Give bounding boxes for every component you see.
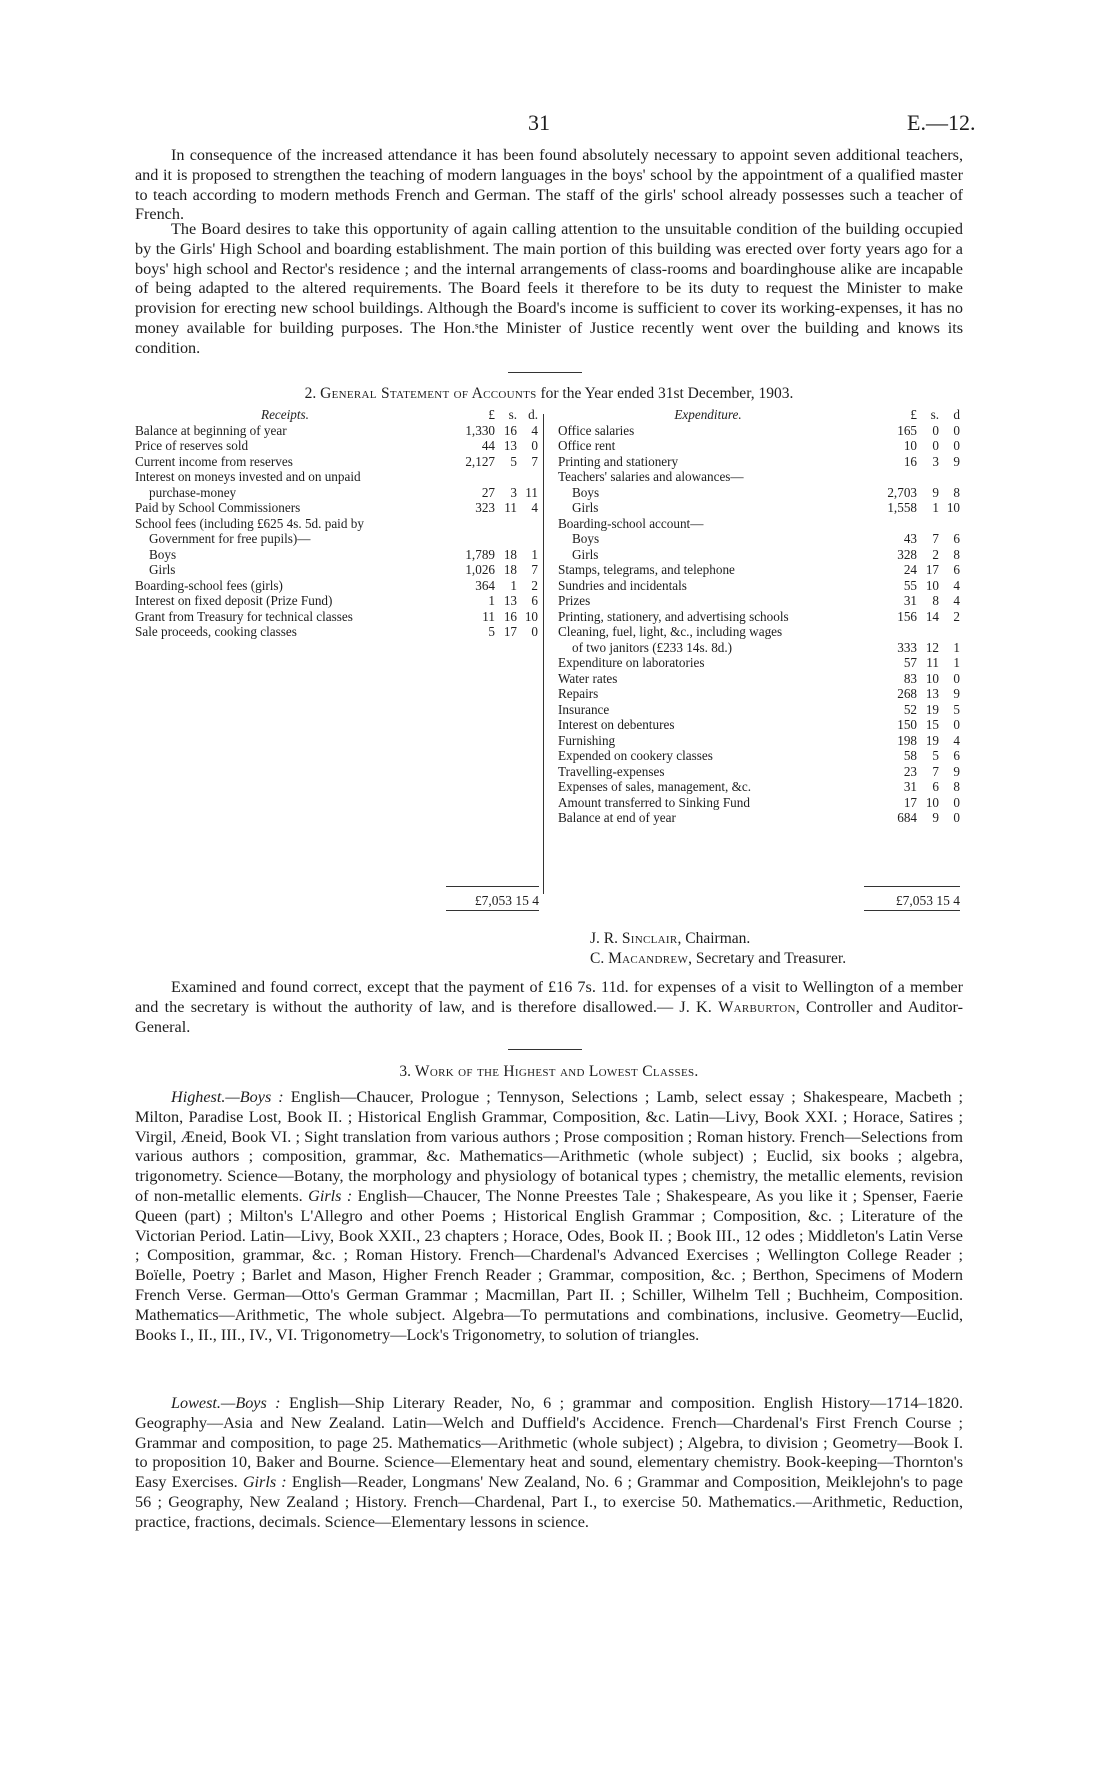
expenditure-pounds: 150: [897, 717, 917, 732]
receipts-label: Government for free pupils)—: [149, 531, 311, 546]
secretary-role: , Secretary and Treasurer.: [688, 950, 847, 967]
lowest-boys-label: Lowest.—Boys :: [171, 1394, 281, 1412]
section-divider: [508, 372, 582, 373]
receipts-shillings: 13: [503, 438, 517, 453]
expenditure-row: [558, 500, 960, 516]
expenditure-pounds: 16: [903, 453, 917, 469]
expenditure-label: Insurance: [558, 701, 610, 717]
receipts-heading: Receipts.: [261, 407, 309, 422]
receipts-row: [135, 624, 538, 640]
receipts-pounds: 1,789: [465, 546, 495, 562]
expenditure-label: Teachers' salaries and alowances—: [558, 469, 744, 484]
chairman-role: , Chairman.: [677, 930, 751, 947]
expenditure-pounds: 2,703: [887, 484, 917, 500]
receipts-total-underline: [446, 910, 539, 911]
expenditure-shillings: 0: [932, 422, 939, 438]
expenditure-shillings: 19: [925, 701, 939, 717]
receipts-pence: 11: [525, 484, 538, 500]
expenditure-pounds: 31: [903, 779, 917, 794]
receipts-pounds: 323: [475, 500, 495, 515]
expenditure-shillings: 6: [932, 779, 939, 794]
expenditure-row: [558, 810, 960, 826]
expenditure-table: [558, 407, 960, 826]
expenditure-shillings: 7: [932, 531, 939, 546]
expenditure-pence: 9: [953, 453, 960, 469]
work-title: [135, 1063, 963, 1081]
expenditure-row: [558, 717, 960, 733]
receipts-pounds: 44: [481, 438, 495, 453]
expenditure-row: [558, 795, 960, 811]
expenditure-pence: 9: [953, 686, 960, 701]
receipts-row: [135, 593, 538, 609]
expenditure-pounds: 198: [897, 732, 917, 748]
expenditure-row: [558, 593, 960, 609]
receipts-pounds: 1,330: [465, 422, 495, 438]
table-divider: [543, 414, 544, 894]
expenditure-shillings: 0: [932, 438, 939, 453]
expenditure-pounds: 57: [903, 655, 917, 670]
auditor-initials: J. K.: [679, 997, 712, 1016]
chairman-initials: J. R.: [590, 930, 618, 947]
expenditure-shillings: 8: [932, 593, 939, 608]
expenditure-pence: 8: [953, 779, 960, 794]
expenditure-label: Furnishing: [558, 732, 616, 748]
accounts-title-rest: for the Year ended 31st December, 1903.: [540, 385, 794, 402]
expenditure-pence: 9: [953, 763, 960, 779]
receipts-pounds: 1,026: [465, 562, 495, 577]
unit-pounds: £: [910, 407, 917, 422]
expenditure-pence: 6: [953, 562, 960, 577]
expenditure-shillings: 1: [932, 500, 939, 515]
expenditure-shillings: 15: [925, 717, 939, 732]
expenditure-row: [558, 764, 960, 780]
expenditure-row: [558, 702, 960, 718]
expenditure-pence: 0: [953, 717, 960, 732]
auditor-role: , Controller and Auditor-General.: [135, 997, 963, 1036]
receipts-pounds: 364: [475, 577, 495, 593]
expenditure-label: Prizes: [558, 593, 591, 608]
signature-chairman: [590, 930, 750, 948]
expenditure-pence: 1: [953, 655, 960, 670]
expenditure-shillings: 5: [932, 748, 939, 763]
expenditure-row: [558, 562, 960, 578]
expenditure-label: Girls: [572, 500, 599, 515]
expenditure-row: [558, 748, 960, 764]
expenditure-pounds: 83: [903, 670, 917, 686]
unit-pounds: £: [488, 407, 495, 422]
expenditure-shillings: 14: [925, 608, 939, 624]
work-title-number: 3.: [399, 1063, 412, 1080]
expenditure-pounds: 23: [903, 763, 917, 779]
expenditure-pounds: 156: [897, 608, 917, 624]
expenditure-total: £7,053 15 4: [895, 893, 960, 908]
expenditure-pence: 0: [953, 422, 960, 438]
chairman-name: Sinclair: [621, 930, 678, 947]
receipts-row: [135, 438, 538, 454]
unit-pence: d.: [528, 407, 538, 422]
receipts-label: Paid by School Commissioners: [135, 500, 301, 515]
receipts-pence: 1: [531, 546, 538, 562]
expenditure-shillings: 10: [925, 670, 939, 686]
highest-girls-text: English—Chaucer, The Nonne Preestes Tale ; Shakespeare, As you like it ; Spenser, Faerie Queen (part) ; Milton's L'Allegro and other Poems ; Historical English Grammar ; Composition, &c. ; Literature of the Victorian Period. Latin—Livy, Book XXII., 23 chapters ; Horace, Odes, Book II. ; Book III., 12 odes ; Middleton's Latin Verse ; Composition, grammar, &c. ; Roman History. French—Chardenal's Advanced Exercises ; Wellington College Reader ; Boïelle, Poetry ; Barlet and Mason, Higher French Reader ; Grammar, composition, &c. ; Berthon, Specimens of Modern French Verse. German—Otto's German Grammar ; Macmillan, Part II. ; Schiller, Wilhelm Tell ; Buchheim, Composition. Mathematics—Arithmetic, The whole subject. Algebra—To permutations and combinations, inclusive. Geometry—Euclid, Books I., II., III., IV., VI. Trigonometry—Lock's Trigonometry, to solution of triangles.: [135, 1186, 964, 1344]
expenditure-total-rule: [864, 886, 960, 887]
expenditure-label: Sundries and incidentals: [558, 577, 687, 593]
expenditure-row: [558, 733, 960, 749]
lowest-classes-paragraph: [135, 1394, 963, 1533]
receipts-pence: 0: [531, 438, 538, 453]
expenditure-pence: 8: [953, 484, 960, 500]
page-number: 31: [528, 110, 550, 135]
expenditure-row: [558, 578, 960, 594]
accounts-title: [135, 385, 963, 403]
expenditure-pounds: 52: [903, 701, 917, 717]
expenditure-pounds: 55: [903, 577, 917, 593]
expenditure-label: Cleaning, fuel, light, &c., including wages: [558, 624, 783, 639]
expenditure-pounds: 268: [897, 686, 917, 701]
expenditure-label: Interest on debentures: [558, 717, 675, 732]
expenditure-pence: 4: [953, 593, 960, 608]
accounts-title-caps: General Statement of Accounts: [320, 385, 537, 402]
secretary-name: Macandrew: [608, 950, 689, 967]
expenditure-pence: 0: [953, 670, 960, 686]
receipts-label: Current income from reserves: [135, 453, 293, 469]
expenditure-row: [558, 469, 960, 485]
signature-secretary: [590, 950, 846, 968]
expenditure-label: Office rent: [558, 438, 616, 453]
receipts-label: purchase-money: [149, 484, 237, 500]
receipts-shillings: 11: [504, 500, 517, 515]
expenditure-header-row: [558, 407, 960, 423]
unit-shillings: s.: [508, 407, 517, 422]
receipts-shillings: 18: [503, 546, 517, 562]
expenditure-shillings: 19: [925, 732, 939, 748]
intro-paragraph-2: The Board desires to take this opportunity of again calling attention to the unsuitable condition of the building occupied by the Girls' High School and boarding establishment. The main portion of this building was erected over forty years ago for a boys' high school and Rector's residence ; and the internal arrangements of class-rooms and boardinghouse alike are incapable of being adapted to the altered requirements. The Board feels it therefore to be its duty to request the Minister to make provision for erecting new school buildings. Although the Board's income is sufficient to cover its working-expenses, it has no money available for building purposes. The Hon.ˢthe Minister of Justice recently went over the building and knows its condition.: [135, 220, 963, 357]
receipts-pence: 7: [531, 562, 538, 577]
receipts-shillings: 13: [503, 593, 517, 608]
highest-boys-label: Highest.—Boys :: [171, 1088, 284, 1106]
expenditure-shillings: 9: [932, 810, 939, 825]
expenditure-row: [558, 609, 960, 625]
receipts-pence: 6: [531, 593, 538, 608]
expenditure-pence: 6: [953, 748, 960, 763]
intro-paragraph-1: In consequence of the increased attendance it has been found absolutely necessary to appoint seven additional teachers, and it is proposed to strengthen the teaching of modern languages in the boys' school by the appointment of a qualified master to teach according to modern methods French and German. The staff of the girls' school already possesses such a teacher of French.: [135, 146, 963, 224]
receipts-pence: 0: [531, 624, 538, 639]
receipts-row: [135, 531, 538, 547]
section-divider-2: [508, 1049, 582, 1050]
expenditure-label: Expended on cookery classes: [558, 748, 713, 763]
receipts-label: Boarding-school fees (girls): [135, 577, 283, 593]
receipts-total: £7,053 15 4: [474, 893, 539, 908]
expenditure-row: [558, 547, 960, 563]
secretary-initials: C.: [590, 950, 605, 967]
accounts-title-number: 2.: [304, 385, 317, 402]
receipts-label: Interest on moneys invested and on unpaid: [135, 469, 361, 484]
expenditure-row: [558, 516, 960, 532]
expenditure-pounds: 17: [903, 794, 917, 810]
expenditure-pounds: 165: [897, 422, 917, 438]
expenditure-label: Boys: [572, 531, 600, 546]
receipts-shillings: 16: [503, 608, 517, 624]
expenditure-pence: 10: [946, 500, 960, 515]
expenditure-label: Repairs: [558, 686, 599, 701]
expenditure-pounds: 24: [903, 562, 917, 577]
unit-pence: d: [953, 407, 960, 422]
receipts-row: [135, 516, 538, 532]
expenditure-label: Stamps, telegrams, and telephone: [558, 562, 735, 577]
receipts-shillings: 3: [510, 484, 517, 500]
receipts-row: [135, 547, 538, 563]
auditor-name: Warburton: [718, 997, 796, 1016]
expenditure-row: [558, 438, 960, 454]
receipts-row: [135, 562, 538, 578]
receipts-shillings: 5: [510, 453, 517, 469]
lowest-girls-text: English—Reader, Longmans' New Zealand, No. 6 ; Grammar and Composition, Meiklejohn's to page 56 ; Geography, New Zealand ; History. French—Chardenal, Part I., to exercise 50. Mathematics.—Arithmetic, Reduction, practice, fractions, decimals. Science—Elementary lessons in science.: [135, 1473, 963, 1531]
lowest-boys-text: English—Ship Literary Reader, No, 6 ; grammar and composition. English History—1714–1820. Geography—Asia and New Zealand. Latin—Welch and Duffield's Accidence. French—Chardenal's First French Course ; Grammar and composition, to page 25. Mathematics—Arithmetic (whole subject) ; Algebra, to division ; Geometry—Book I. to proposition 10, Baker and Bourne. Science—Elementary heat and sound, elementary chemistry. Book-keeping—Thornton's Easy Exercises.: [135, 1394, 964, 1492]
expenditure-rows: [558, 423, 960, 826]
expenditure-label: Balance at end of year: [558, 810, 676, 825]
receipts-row: [135, 485, 538, 501]
receipts-label: Interest on fixed deposit (Prize Fund): [135, 593, 333, 608]
highest-girls-label: Girls :: [308, 1186, 353, 1205]
receipts-header-row: [135, 407, 538, 423]
expenditure-shillings: 2: [932, 546, 939, 562]
receipts-row: [135, 423, 538, 439]
expenditure-label: Printing and stationery: [558, 453, 679, 469]
expenditure-shillings: 10: [925, 577, 939, 593]
expenditure-pounds: 31: [903, 593, 917, 608]
expenditure-row: [558, 454, 960, 470]
expenditure-row: [558, 779, 960, 795]
receipts-row: [135, 609, 538, 625]
expenditure-heading: Expenditure.: [674, 407, 742, 422]
expenditure-label: Boys: [572, 484, 600, 500]
expenditure-pounds: 58: [903, 748, 917, 763]
receipts-pounds: 2,127: [465, 453, 495, 469]
highest-boys-text: English—Chaucer, Prologue ; Tennyson, Selections ; Lamb, select essay ; Shakespeare, Macbeth ; Milton, Paradise Lost, Book II. ; Historical English Grammar, Composition, &c. Latin—Livy, Book XXI. ; Horace, Satires ; Virgil, Æneid, Book VI. ; Sight translation from various authors ; Prose composition ; Roman history. French—Selections from various authors ; composition, grammar, &c. Mathematics—Arithmetic (whole subject) ; Euclid, six books ; algebra, trigonometry. Science—Botany, the morphology and physiology of botanical types ; chemistry, the metallic elements, revision of non-metallic elements.: [135, 1088, 963, 1205]
expenditure-pence: 8: [953, 546, 960, 562]
receipts-pounds: 27: [481, 484, 495, 500]
expenditure-row: [558, 671, 960, 687]
expenditure-shillings: 3: [932, 453, 939, 469]
receipts-pence: 2: [531, 577, 538, 593]
receipts-rows: [135, 423, 538, 640]
audit-paragraph: [135, 978, 963, 1037]
expenditure-label: Travelling-expenses: [558, 763, 665, 779]
lowest-girls-label: Girls :: [242, 1473, 287, 1492]
expenditure-label: of two janitors (£233 14s. 8d.): [572, 639, 733, 655]
expenditure-total-underline: [864, 910, 960, 911]
expenditure-label: Amount transferred to Sinking Fund: [558, 794, 750, 810]
expenditure-row: [558, 531, 960, 547]
expenditure-label: Printing, stationery, and advertising schools: [558, 608, 789, 624]
expenditure-shillings: 10: [925, 794, 939, 810]
expenditure-pence: 0: [953, 794, 960, 810]
expenditure-pounds: 328: [897, 546, 917, 562]
expenditure-row: [558, 624, 960, 640]
receipts-label: Balance at beginning of year: [135, 422, 287, 438]
expenditure-shillings: 11: [926, 655, 939, 670]
expenditure-shillings: 12: [925, 639, 939, 655]
receipts-label: Sale proceeds, cooking classes: [135, 624, 297, 639]
receipts-label: Grant from Treasury for technical classes: [135, 608, 353, 624]
receipts-pence: 7: [531, 453, 538, 469]
receipts-pence: 10: [524, 608, 538, 624]
expenditure-pounds: 10: [903, 438, 917, 453]
receipts-pounds: 11: [482, 608, 495, 624]
receipts-label: Price of reserves sold: [135, 438, 249, 453]
receipts-row: [135, 578, 538, 594]
highest-classes-paragraph: [135, 1088, 963, 1345]
expenditure-shillings: 13: [925, 686, 939, 701]
receipts-total-rule: [446, 886, 539, 887]
expenditure-pounds: 1,558: [887, 500, 917, 515]
receipts-row: [135, 500, 538, 516]
expenditure-row: [558, 640, 960, 656]
expenditure-pence: 1: [953, 639, 960, 655]
expenditure-shillings: 17: [925, 562, 939, 577]
expenditure-pence: 5: [953, 701, 960, 717]
expenditure-label: Expenses of sales, management, &c.: [558, 779, 751, 794]
expenditure-label: Expenditure on laboratories: [558, 655, 705, 670]
expenditure-shillings: 9: [932, 484, 939, 500]
receipts-shillings: 16: [503, 422, 517, 438]
expenditure-pence: 6: [953, 531, 960, 546]
expenditure-shillings: 7: [932, 763, 939, 779]
expenditure-label: Boarding-school account—: [558, 515, 704, 531]
expenditure-row: [558, 485, 960, 501]
receipts-label: Boys: [149, 546, 177, 562]
expenditure-label: Water rates: [558, 670, 618, 686]
unit-shillings: s.: [930, 407, 939, 422]
expenditure-pounds: 43: [903, 531, 917, 546]
receipts-row: [135, 454, 538, 470]
receipts-pounds: 1: [488, 593, 495, 608]
document-reference: E.—12.: [907, 110, 976, 135]
receipts-pence: 4: [531, 422, 538, 438]
expenditure-pounds: 684: [897, 810, 917, 825]
receipts-shillings: 18: [503, 562, 517, 577]
receipts-table: [135, 407, 538, 640]
expenditure-pence: 4: [953, 577, 960, 593]
expenditure-row: [558, 686, 960, 702]
expenditure-pence: 0: [953, 810, 960, 825]
expenditure-row: [558, 655, 960, 671]
expenditure-pounds: 333: [897, 639, 917, 655]
work-title-caps: Work of the Highest and Lowest Classes.: [414, 1063, 699, 1080]
receipts-shillings: 1: [510, 577, 517, 593]
receipts-shillings: 17: [503, 624, 517, 639]
receipts-pounds: 5: [488, 624, 495, 639]
expenditure-label: Girls: [572, 546, 599, 562]
receipts-row: [135, 469, 538, 485]
expenditure-label: Office salaries: [558, 422, 635, 438]
expenditure-row: [558, 423, 960, 439]
expenditure-pence: 4: [953, 732, 960, 748]
receipts-label: Girls: [149, 562, 176, 577]
audit-text: Examined and found correct, except that the payment of £16 7s. 11d. for expenses of a visit to Wellington of a member and the secretary is without the authority of law, and is therefore disallowed.—: [135, 978, 963, 1016]
receipts-pence: 4: [531, 500, 538, 515]
expenditure-pence: 2: [953, 608, 960, 624]
receipts-label: School fees (including £625 4s. 5d. paid by: [135, 515, 364, 531]
expenditure-pence: 0: [953, 438, 960, 453]
